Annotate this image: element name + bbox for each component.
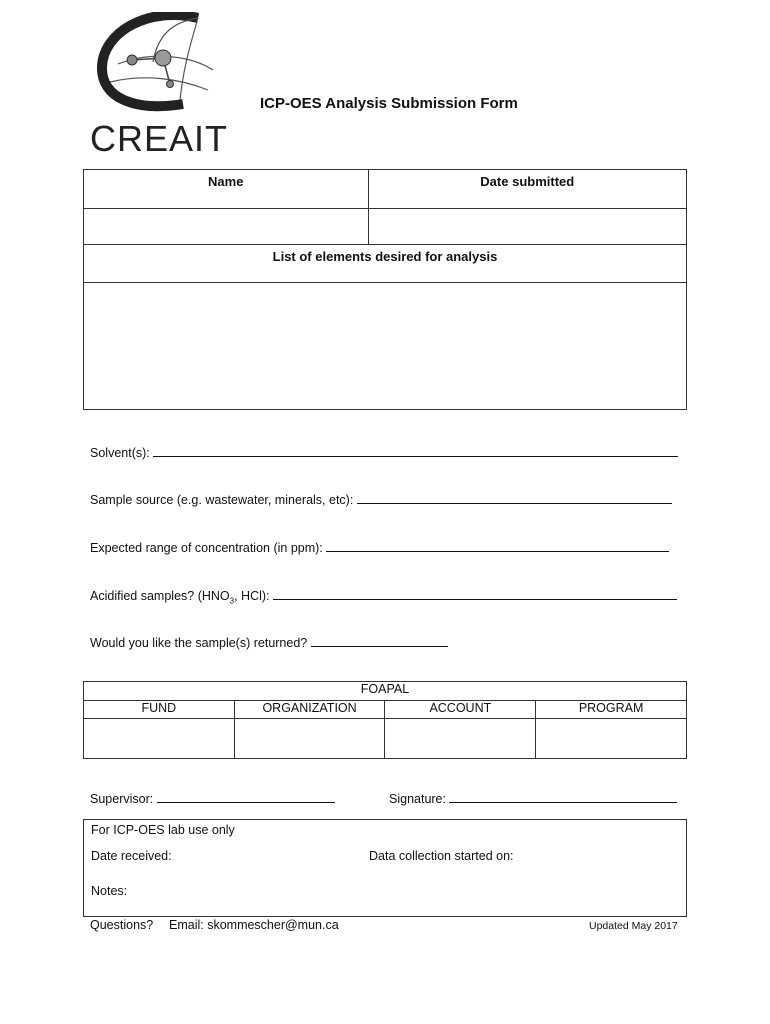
foapal-table xyxy=(83,681,687,759)
signature-blank[interactable] xyxy=(449,792,677,803)
foapal-program-header: PROGRAM xyxy=(536,701,687,719)
questions-label: Questions? xyxy=(90,918,154,932)
foapal-account-header: ACCOUNT xyxy=(385,701,536,719)
sample-source-row xyxy=(90,493,672,507)
foapal-account-field[interactable] xyxy=(385,719,536,759)
name-header: Name xyxy=(84,170,369,209)
acidified-blank[interactable] xyxy=(273,589,677,600)
collection-started-label: Data collection started on: xyxy=(369,849,514,863)
lab-use-heading: For ICP-OES lab use only xyxy=(91,823,235,837)
lab-use-box xyxy=(83,819,687,917)
supervisor-blank[interactable] xyxy=(157,792,335,803)
foapal-program-field[interactable] xyxy=(536,719,687,759)
concentration-blank[interactable] xyxy=(326,541,669,552)
foapal-title: FOAPAL xyxy=(84,682,687,701)
solvent-row xyxy=(90,446,678,460)
acidified-label-post: , HCl): xyxy=(234,589,270,603)
returned-row xyxy=(90,636,448,650)
solvent-label: Solvent(s): xyxy=(90,446,150,460)
name-field[interactable] xyxy=(84,209,369,245)
foapal-fund-header: FUND xyxy=(84,701,235,719)
returned-label: Would you like the sample(s) returned? xyxy=(90,636,308,650)
foapal-fund-field[interactable] xyxy=(84,719,235,759)
foapal-organization-header: ORGANIZATION xyxy=(234,701,385,719)
updated-date: Updated May 2017 xyxy=(589,920,678,932)
supervisor-label: Supervisor: xyxy=(90,792,154,806)
submission-info-table xyxy=(83,169,687,410)
date-submitted-header: Date submitted xyxy=(368,170,687,209)
acidified-row xyxy=(90,589,677,606)
creait-logo-emblem xyxy=(88,12,238,122)
solvent-blank[interactable] xyxy=(153,446,678,457)
logo-wordmark: CREAIT xyxy=(90,118,229,159)
sample-source-blank[interactable] xyxy=(357,493,672,504)
page-title: ICP-OES Analysis Submission Form xyxy=(260,95,518,112)
foapal-organization-field[interactable] xyxy=(234,719,385,759)
signature-row xyxy=(389,792,677,806)
supervisor-row xyxy=(90,792,335,806)
elements-field[interactable] xyxy=(84,283,687,410)
sample-source-label: Sample source (e.g. wastewater, minerals, etc): xyxy=(90,493,354,507)
concentration-label: Expected range of concentration (in ppm): xyxy=(90,541,323,555)
concentration-row xyxy=(90,541,669,555)
contact-email[interactable]: Email: skommescher@mun.ca xyxy=(169,918,339,932)
date-received-label: Date received: xyxy=(91,849,172,863)
acidified-label-pre: Acidified samples? (HNO xyxy=(90,589,230,603)
elements-header: List of elements desired for analysis xyxy=(84,245,687,283)
signature-label: Signature: xyxy=(389,792,446,806)
acidified-subscript: 3 xyxy=(229,596,235,606)
notes-label: Notes: xyxy=(91,884,128,898)
returned-blank[interactable] xyxy=(311,636,448,647)
date-submitted-field[interactable] xyxy=(368,209,687,245)
